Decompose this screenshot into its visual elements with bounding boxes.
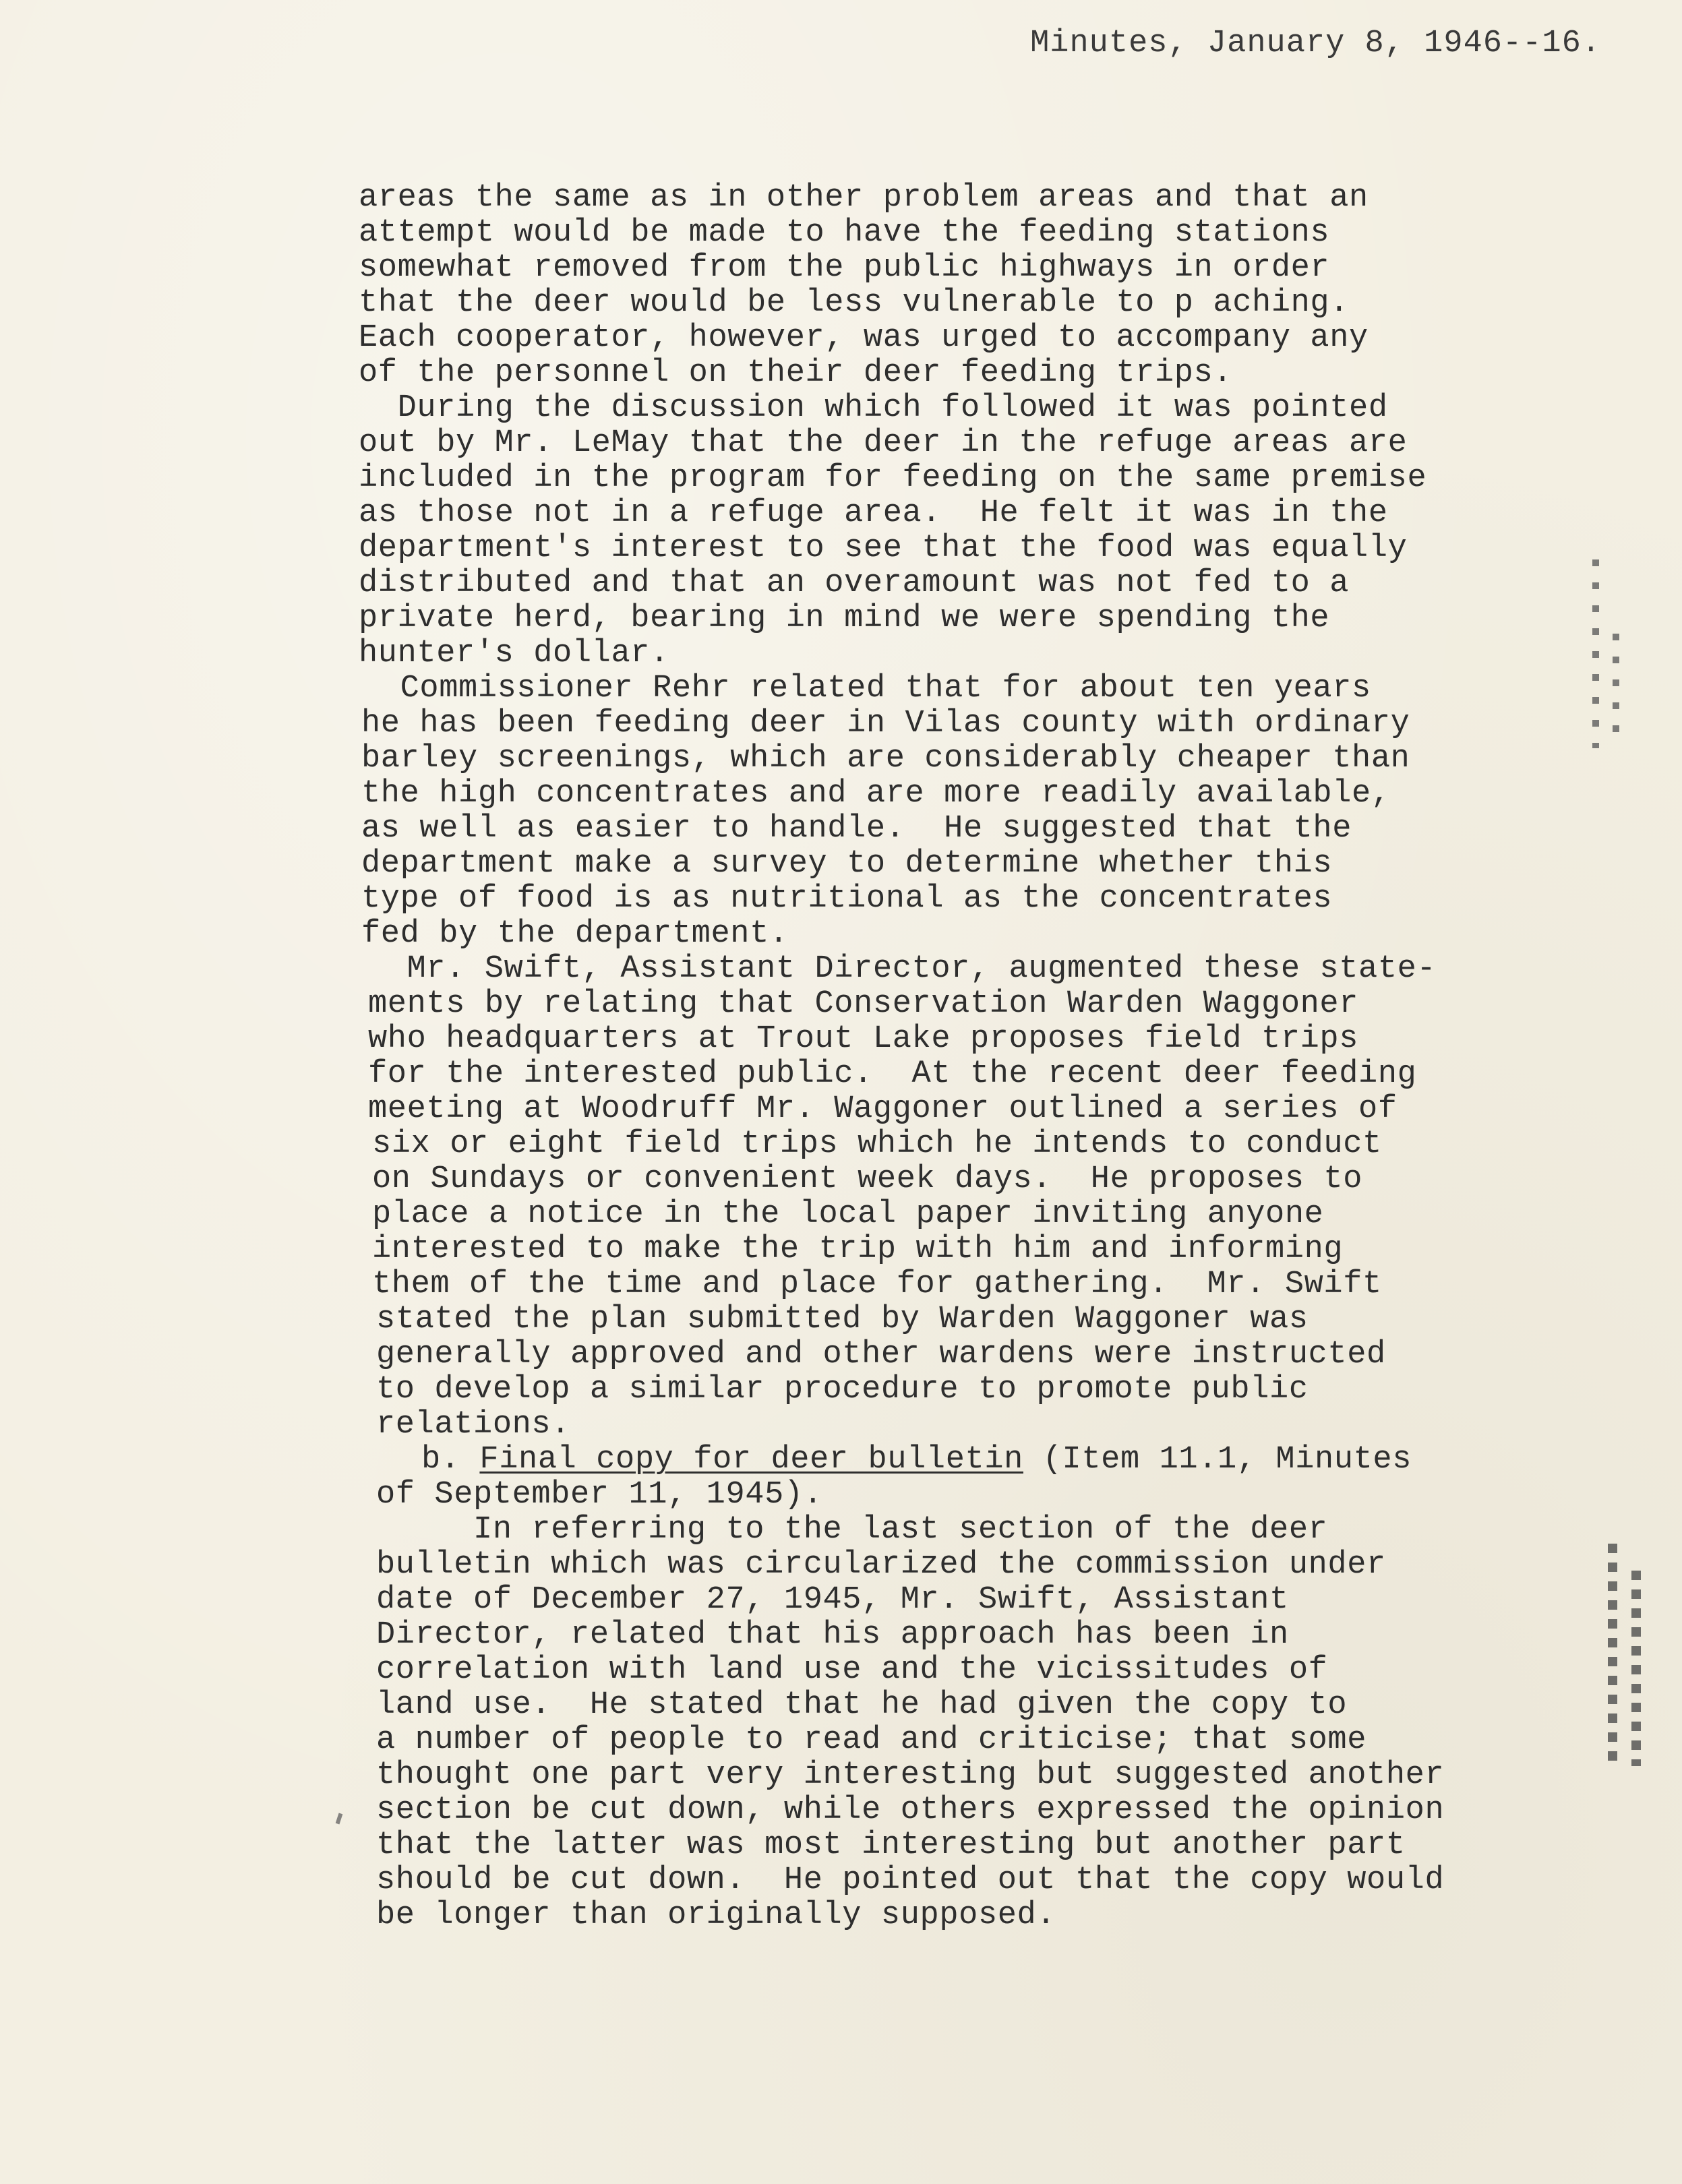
item-b-line: be longer than originally supposed. xyxy=(376,1898,1056,1933)
item-b-line: bulletin which was circularized the commission under xyxy=(376,1547,1386,1583)
body-line: Each cooperator, however, was urged to accompany any xyxy=(359,320,1369,356)
stray-ink-mark xyxy=(336,1813,343,1824)
body-line: department make a survey to determine whether this xyxy=(361,846,1333,882)
item-b-line: should be cut down. He pointed out that the copy would xyxy=(376,1862,1445,1898)
body-line: interested to make the trip with him and informing xyxy=(372,1232,1344,1267)
body-line: that the deer would be less vulnerable to p aching. xyxy=(359,285,1350,321)
item-b-line: a number of people to read and criticise; that some xyxy=(376,1722,1367,1758)
body-line: included in the program for feeding on the same premise xyxy=(359,460,1427,496)
item-b-line: Director, related that his approach has been in xyxy=(376,1617,1289,1653)
body-line: of the personnel on their deer feeding trips. xyxy=(359,355,1233,391)
body-line: distributed and that an overamount was not fed to a xyxy=(359,566,1350,601)
body-line: barley screenings, which are considerably cheaper than xyxy=(361,741,1410,777)
body-line: who headquarters at Trout Lake proposes field trips xyxy=(368,1021,1359,1057)
item-b-line: date of December 27, 1945, Mr. Swift, Assistant xyxy=(376,1582,1289,1618)
item-b-prefix: b. xyxy=(421,1442,480,1478)
body-line: department's interest to see that the food was equally xyxy=(359,530,1408,566)
body-line: place a notice in the local paper inviting anyone xyxy=(372,1196,1324,1232)
item-b-line: correlation with land use and the vicissitudes of xyxy=(376,1652,1328,1688)
item-b-line: section be cut down, while others expressed the opinion xyxy=(376,1792,1445,1828)
body-line: Mr. Swift, Assistant Director, augmented these state- xyxy=(368,951,1437,987)
margin-bleed-mark-lower-2 xyxy=(1631,1571,1641,1766)
item-b-line: thought one part very interesting but suggested another xyxy=(376,1757,1445,1793)
body-line: six or eight field trips which he intends to conduct xyxy=(372,1126,1382,1162)
body-line: hunter's dollar. xyxy=(359,636,669,671)
body-line: stated the plan submitted by Warden Waggoner was xyxy=(376,1302,1309,1337)
item-b-line: of September 11, 1945). xyxy=(376,1477,823,1513)
item-b-line: land use. He stated that he had given the copy to xyxy=(376,1687,1348,1723)
item-b-line: that the latter was most interesting but another part xyxy=(376,1827,1406,1863)
margin-bleed-mark-upper-2 xyxy=(1613,634,1619,748)
body-line: meeting at Woodruff Mr. Waggoner outlined a series of xyxy=(368,1091,1398,1127)
body-line: During the discussion which followed it was pointed xyxy=(359,390,1388,426)
margin-bleed-mark-upper xyxy=(1592,559,1599,748)
item-b-line: In referring to the last section of the deer xyxy=(376,1512,1328,1548)
body-line: as those not in a refuge area. He felt it was in the xyxy=(359,495,1388,531)
margin-bleed-mark-lower xyxy=(1608,1544,1617,1766)
body-line: attempt would be made to have the feeding stations xyxy=(359,215,1330,251)
item-b-heading xyxy=(421,1443,1412,1478)
body-line: to develop a similar procedure to promote public xyxy=(376,1372,1309,1407)
body-line: private herd, bearing in mind we were spending the xyxy=(359,601,1330,636)
body-line: Commissioner Rehr related that for about ten years xyxy=(361,671,1371,706)
body-line: as well as easier to handle. He suggested that the xyxy=(361,811,1352,847)
body-line: the high concentrates and are more readily available, xyxy=(361,776,1391,812)
body-line: he has been feeding deer in Vilas county with ordinary xyxy=(361,706,1410,741)
body-line: them of the time and place for gathering. Mr. Swift xyxy=(372,1267,1382,1302)
body-line: relations. xyxy=(376,1407,571,1443)
body-line: somewhat removed from the public highways in order xyxy=(359,250,1330,286)
body-line: type of food is as nutritional as the concentrates xyxy=(361,881,1333,917)
body-line: areas the same as in other problem areas and that an xyxy=(359,180,1369,216)
body-line: on Sundays or convenient week days. He proposes to xyxy=(372,1161,1363,1197)
page-header: Minutes, January 8, 1946--16. xyxy=(1030,26,1601,61)
body-line: out by Mr. LeMay that the deer in the refuge areas are xyxy=(359,425,1408,461)
item-b-title-suffix: (Item 11.1, Minutes xyxy=(1023,1442,1412,1478)
body-line: ments by relating that Conservation Warden Waggoner xyxy=(368,986,1359,1022)
body-line: generally approved and other wardens were instructed xyxy=(376,1337,1386,1372)
body-line: for the interested public. At the recent deer feeding xyxy=(368,1056,1417,1092)
item-b-title: Final copy for deer bulletin xyxy=(479,1442,1023,1478)
body-line: fed by the department. xyxy=(361,916,789,952)
